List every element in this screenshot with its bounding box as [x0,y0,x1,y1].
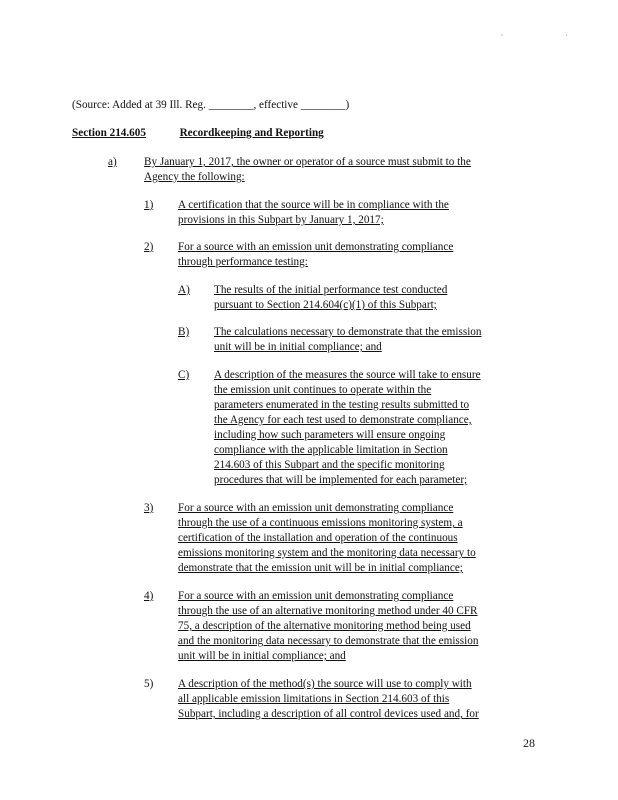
item-a2C-line: A description of the measures the source will take to ensure [214,369,481,381]
item-a-label: a) [108,156,117,168]
item-a5-line: all applicable emission limitations in Section 214.603 of this [178,693,450,705]
source-note: (Source: Added at 39 Ill. Reg. ________, effective ________) [72,99,350,111]
item-a4-label: 4) [144,590,154,602]
item-a2C-line: including how such parameters will ensure ongoing [214,429,446,441]
item-a3-line: through the use of a continuous emissions monitoring system, a [178,517,463,529]
item-a2C-line: procedures that will be implemented for each parameter; [214,474,468,486]
item-a1-label: 1) [144,199,154,211]
item-a2C-line: the Agency for each test used to demonstrate compliance, [214,414,472,426]
item-a3-label: 3) [144,502,154,514]
item-a2-line: For a source with an emission unit demonstrating compliance [178,241,454,253]
item-a4-line: 75, a description of the alternative monitoring method being used [178,620,471,632]
item-a2C-line: 214.603 of this Subpart and the specific monitoring [214,459,445,471]
item-a3-line: emissions monitoring system and the monitoring data necessary to [178,547,476,559]
item-a-line: By January 1, 2017, the owner or operator of a source must submit to the [144,156,471,168]
item-a3-line: For a source with an emission unit demonstrating compliance [178,502,454,514]
item-a2A-line: pursuant to Section 214.604(c)(1) of this Subpart; [214,299,437,311]
item-a2-label: 2) [144,241,154,253]
item-a2C-line: parameters enumerated in the testing results submitted to [214,399,470,411]
item-a2B-line: The calculations necessary to demonstrate that the emission [214,326,482,338]
item-a-line: Agency the following: [144,171,245,183]
item-a2B-label: B) [178,326,190,338]
item-a2C-line: the emission unit continues to operate within the [214,384,432,396]
item-a2A-label: A) [178,284,190,296]
section-title: Recordkeeping and Reporting [179,127,324,139]
item-a5-line: A description of the method(s) the source will use to comply with [178,678,472,690]
item-a5-label: 5) [144,678,154,690]
item-a2-line: through performance testing: [178,256,308,268]
item-a5-line: Subpart, including a description of all control devices used and, for [178,708,479,720]
item-a2A-line: The results of the initial performance test conducted [214,284,448,296]
section-number: Section 214.605 [72,127,146,139]
item-a1-line: provisions in this Subpart by January 1, 2017; [178,214,384,226]
item-a2C-label: C) [178,369,190,381]
page-number: 28 [523,736,535,750]
item-a4-line: unit will be in initial compliance; and [178,650,346,662]
scan-marks: · · [500,31,598,40]
item-a2C-line: compliance with the applicable limitation in Section [214,444,448,456]
item-a3-line: certification of the installation and operation of the continuous [178,532,458,544]
item-a3-line: demonstrate that the emission unit will be in initial compliance; [178,562,463,574]
item-a1-line: A certification that the source will be in compliance with the [178,199,449,211]
item-a2B-line: unit will be in initial compliance; and [214,341,382,353]
item-a4-line: through the use of an alternative monitoring method under 40 CFR [178,605,478,617]
item-a4-line: For a source with an emission unit demonstrating compliance [178,590,454,602]
item-a4-line: and the monitoring data necessary to demonstrate that the emission [178,635,479,647]
section-heading [72,126,324,141]
